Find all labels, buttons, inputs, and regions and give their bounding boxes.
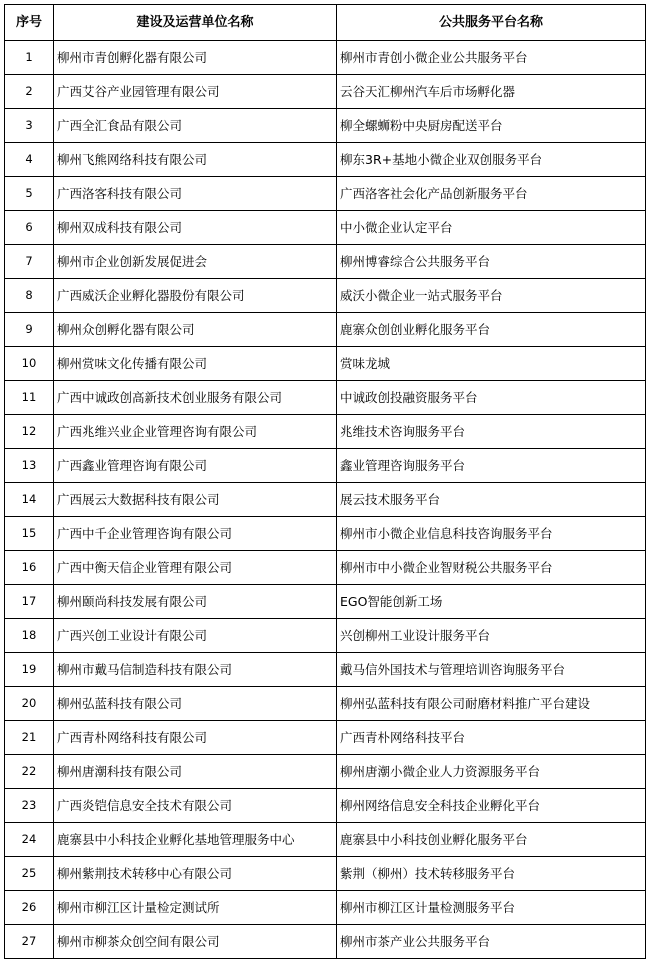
row-org-name: 广西全汇食品有限公司 [54, 109, 337, 143]
row-org-name: 广西中诚政创高新技术创业服务有限公司 [54, 381, 337, 415]
row-platform-name: 柳东3R+基地小微企业双创服务平台 [337, 143, 646, 177]
table-row [5, 585, 646, 619]
row-index: 22 [5, 755, 54, 789]
row-platform-name: 柳州市中小微企业智财税公共服务平台 [337, 551, 646, 585]
table-row [5, 823, 646, 857]
row-platform-name: 兴创柳州工业设计服务平台 [337, 619, 646, 653]
row-index: 6 [5, 211, 54, 245]
table-row [5, 279, 646, 313]
row-platform-name: 赏味龙城 [337, 347, 646, 381]
header-index: 序号 [5, 5, 54, 41]
row-index: 16 [5, 551, 54, 585]
row-index: 7 [5, 245, 54, 279]
row-org-name: 柳州市戴马信制造科技有限公司 [54, 653, 337, 687]
row-index: 13 [5, 449, 54, 483]
table-row [5, 789, 646, 823]
row-index: 21 [5, 721, 54, 755]
header-row [5, 5, 646, 41]
row-org-name: 柳州弘蓝科技有限公司 [54, 687, 337, 721]
table-row [5, 415, 646, 449]
table-body [5, 41, 646, 959]
row-index: 18 [5, 619, 54, 653]
row-org-name: 广西中衡天信企业管理有限公司 [54, 551, 337, 585]
row-org-name: 鹿寨县中小科技企业孵化基地管理服务中心 [54, 823, 337, 857]
row-platform-name: 柳州弘蓝科技有限公司耐磨材料推广平台建设 [337, 687, 646, 721]
row-index: 9 [5, 313, 54, 347]
row-index: 15 [5, 517, 54, 551]
table-row [5, 449, 646, 483]
table-row [5, 211, 646, 245]
platform-table [4, 4, 646, 959]
row-org-name: 广西威沃企业孵化器股份有限公司 [54, 279, 337, 313]
table-row [5, 75, 646, 109]
row-index: 1 [5, 41, 54, 75]
row-index: 23 [5, 789, 54, 823]
table-row [5, 347, 646, 381]
row-platform-name: 中小微企业认定平台 [337, 211, 646, 245]
row-index: 24 [5, 823, 54, 857]
row-platform-name: 威沃小微企业一站式服务平台 [337, 279, 646, 313]
row-index: 19 [5, 653, 54, 687]
row-platform-name: 鹿寨县中小科技创业孵化服务平台 [337, 823, 646, 857]
row-index: 2 [5, 75, 54, 109]
table-row [5, 653, 646, 687]
row-org-name: 柳州众创孵化器有限公司 [54, 313, 337, 347]
row-index: 14 [5, 483, 54, 517]
row-platform-name: 柳州网络信息安全科技企业孵化平台 [337, 789, 646, 823]
table-row [5, 755, 646, 789]
row-org-name: 广西中千企业管理咨询有限公司 [54, 517, 337, 551]
row-platform-name: 柳全螺蛳粉中央厨房配送平台 [337, 109, 646, 143]
row-platform-name: 柳州市青创小微企业公共服务平台 [337, 41, 646, 75]
row-platform-name: 展云技术服务平台 [337, 483, 646, 517]
row-index: 25 [5, 857, 54, 891]
row-index: 12 [5, 415, 54, 449]
table-row [5, 687, 646, 721]
row-org-name: 广西洛客科技有限公司 [54, 177, 337, 211]
row-index: 8 [5, 279, 54, 313]
table-row [5, 891, 646, 925]
row-index: 20 [5, 687, 54, 721]
row-platform-name: 兆维技术咨询服务平台 [337, 415, 646, 449]
row-org-name: 柳州市柳茶众创空间有限公司 [54, 925, 337, 959]
row-platform-name: 柳州唐潮小微企业人力资源服务平台 [337, 755, 646, 789]
row-org-name: 柳州市青创孵化器有限公司 [54, 41, 337, 75]
row-org-name: 广西兴创工业设计有限公司 [54, 619, 337, 653]
table-row [5, 517, 646, 551]
header-platform-name: 公共服务平台名称 [337, 5, 646, 41]
row-platform-name: 柳州市小微企业信息科技咨询服务平台 [337, 517, 646, 551]
row-org-name: 柳州市柳江区计量检定测试所 [54, 891, 337, 925]
table-row [5, 313, 646, 347]
table-row [5, 619, 646, 653]
row-index: 3 [5, 109, 54, 143]
row-index: 4 [5, 143, 54, 177]
table-row [5, 177, 646, 211]
row-index: 11 [5, 381, 54, 415]
table-row [5, 925, 646, 959]
table-row [5, 857, 646, 891]
row-org-name: 广西青朴网络科技有限公司 [54, 721, 337, 755]
row-org-name: 柳州颐尚科技发展有限公司 [54, 585, 337, 619]
row-org-name: 广西艾谷产业园管理有限公司 [54, 75, 337, 109]
row-index: 10 [5, 347, 54, 381]
row-platform-name: 紫荆（柳州）技术转移服务平台 [337, 857, 646, 891]
table-row [5, 483, 646, 517]
row-platform-name: 戴马信外国技术与管理培训咨询服务平台 [337, 653, 646, 687]
table-row [5, 381, 646, 415]
row-org-name: 柳州紫荆技术转移中心有限公司 [54, 857, 337, 891]
row-org-name: 广西炎铠信息安全技术有限公司 [54, 789, 337, 823]
table-row [5, 41, 646, 75]
row-platform-name: EGO智能创新工场 [337, 585, 646, 619]
row-index: 26 [5, 891, 54, 925]
row-platform-name: 柳州博睿综合公共服务平台 [337, 245, 646, 279]
row-org-name: 柳州唐潮科技有限公司 [54, 755, 337, 789]
row-org-name: 柳州赏味文化传播有限公司 [54, 347, 337, 381]
table-row [5, 551, 646, 585]
header-org-name: 建设及运营单位名称 [54, 5, 337, 41]
row-platform-name: 柳州市茶产业公共服务平台 [337, 925, 646, 959]
table-row [5, 721, 646, 755]
row-platform-name: 广西洛客社会化产品创新服务平台 [337, 177, 646, 211]
row-platform-name: 云谷天汇柳州汽车后市场孵化器 [337, 75, 646, 109]
row-platform-name: 广西青朴网络科技平台 [337, 721, 646, 755]
row-org-name: 广西展云大数据科技有限公司 [54, 483, 337, 517]
row-platform-name: 鑫业管理咨询服务平台 [337, 449, 646, 483]
row-org-name: 柳州飞熊网络科技有限公司 [54, 143, 337, 177]
table-row [5, 143, 646, 177]
row-platform-name: 柳州市柳江区计量检测服务平台 [337, 891, 646, 925]
row-index: 5 [5, 177, 54, 211]
row-platform-name: 中诚政创投融资服务平台 [337, 381, 646, 415]
row-platform-name: 鹿寨众创创业孵化服务平台 [337, 313, 646, 347]
row-org-name: 柳州市企业创新发展促进会 [54, 245, 337, 279]
table-row [5, 245, 646, 279]
table-header [5, 5, 646, 41]
row-org-name: 柳州双成科技有限公司 [54, 211, 337, 245]
row-org-name: 广西兆维兴业企业管理咨询有限公司 [54, 415, 337, 449]
row-org-name: 广西鑫业管理咨询有限公司 [54, 449, 337, 483]
row-index: 27 [5, 925, 54, 959]
row-index: 17 [5, 585, 54, 619]
table-row [5, 109, 646, 143]
